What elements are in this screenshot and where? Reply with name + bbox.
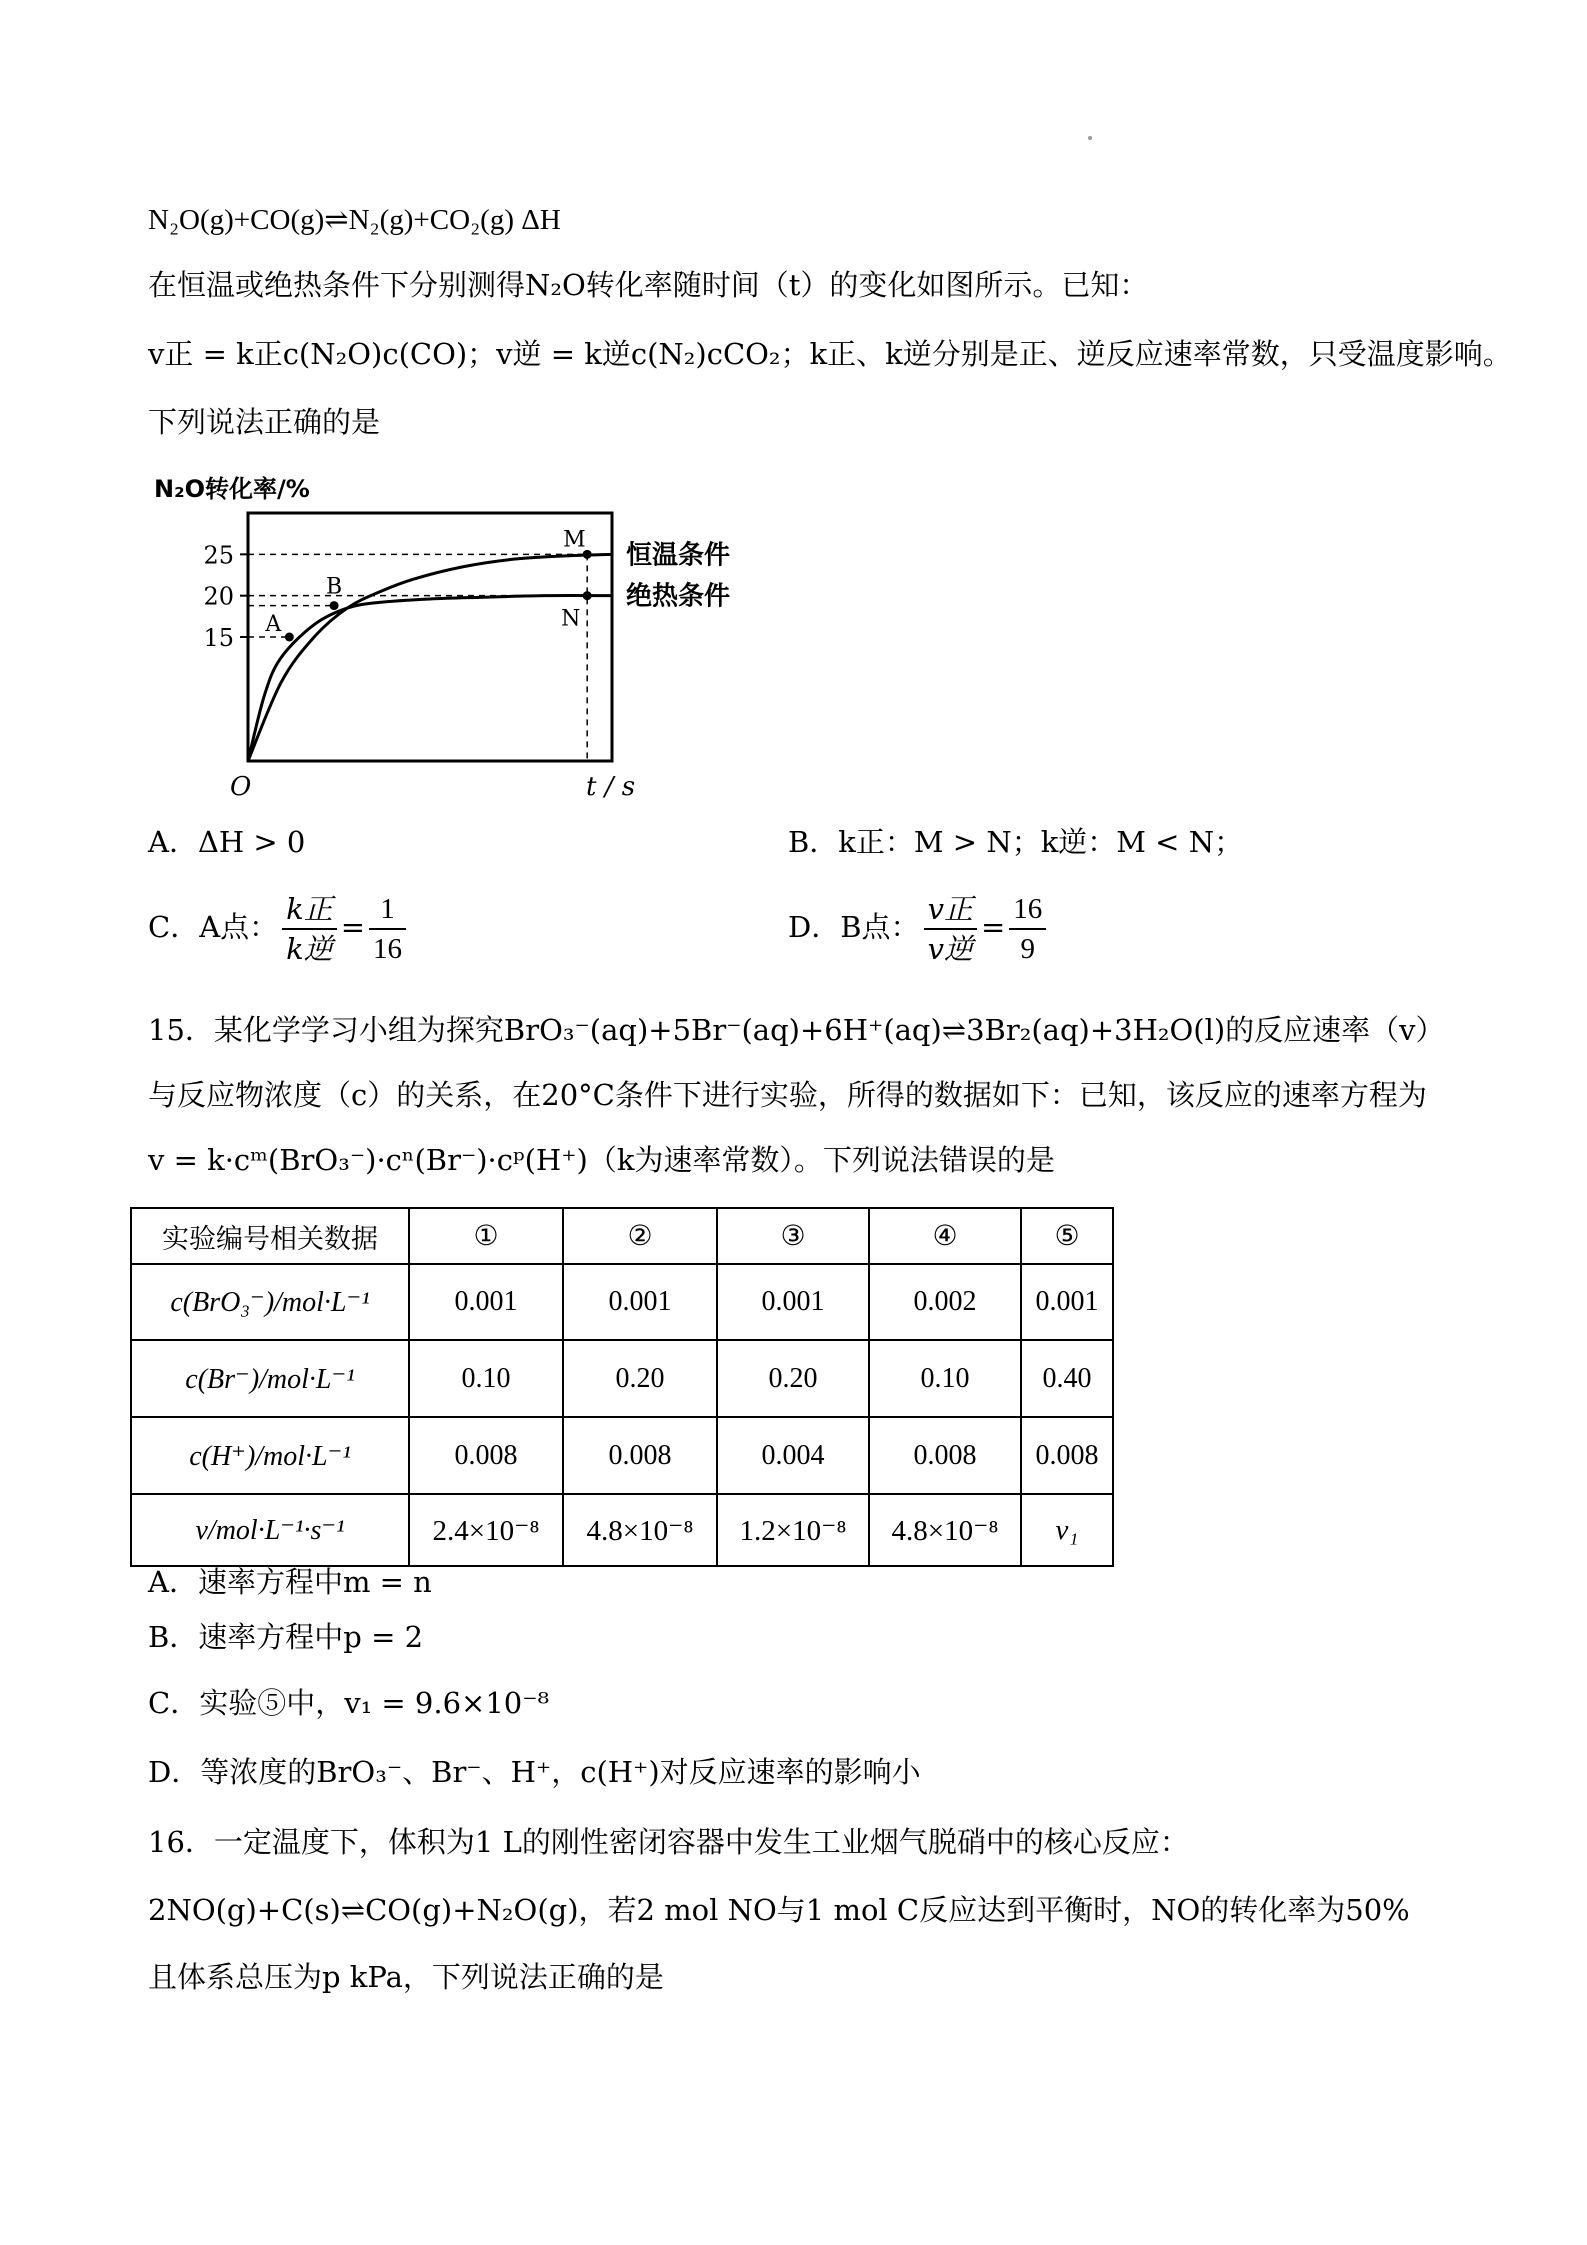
question-16-line3: 且体系总压为p kPa，下列说法正确的是 [148, 1960, 664, 1994]
table-header-cell: ② [563, 1208, 717, 1264]
q14-c-frac-num: k正 [282, 890, 337, 930]
q14-option-d-prefix: D．B点： [788, 910, 920, 944]
data-point [583, 591, 592, 600]
table-header-cell: ④ [869, 1208, 1021, 1264]
q15-option-c: C．实验⑤中，v₁ = 9.6×10⁻⁸ [148, 1686, 550, 1720]
table-header-cell: ① [409, 1208, 563, 1264]
series-label: 恒温条件 [626, 540, 731, 571]
q15-option-a: A．速率方程中m = n [148, 1565, 432, 1599]
table-row-label: v/mol·L⁻¹·s⁻¹ [131, 1494, 409, 1566]
table-row [131, 1264, 1113, 1340]
chart-frame [248, 513, 612, 761]
table-header-row [131, 1208, 1113, 1264]
q14-option-d [788, 890, 1050, 968]
question-15-line2: 与反应物浓度（c）的关系，在20°C条件下进行实验，所得的数据如下：已知，该反应的速率方程为 [148, 1078, 1427, 1112]
question-16-line2: 2NO(g)+C(s)⇌CO(g)+N₂O(g)，若2 mol NO与1 mol C反应达到平衡时，NO的转化率为50% [148, 1893, 1410, 1927]
rate-law-definition: v正 = k正c(N₂O)c(CO)；v逆 = k逆c(N₂)cCO₂；k正、k逆分别是正、逆反应速率常数，只受温度影响。 [148, 337, 1512, 371]
q14-d-frac-num: v正 [924, 890, 977, 930]
q14-d-eq: = [980, 910, 1006, 944]
point-label: N [561, 606, 581, 632]
point-label: A [265, 612, 282, 637]
q14-d-result-den: 9 [1020, 933, 1036, 965]
question-15-line3: v = k·cᵐ(BrO₃⁻)·cⁿ(Br⁻)·cᵖ(H⁺)（k为速率常数）。下列说法错误的是 [148, 1143, 1055, 1177]
table-row [131, 1494, 1113, 1566]
q14-c-eq: = [340, 910, 366, 944]
table-cell: 0.001 [563, 1264, 717, 1340]
table-header-cell: ③ [717, 1208, 869, 1264]
q15-option-b: B．速率方程中p = 2 [148, 1620, 424, 1654]
data-point [330, 601, 339, 610]
q14-option-c-prefix: C．A点： [148, 910, 279, 944]
table-row-label: c(H⁺)/mol·L⁻¹ [131, 1417, 409, 1494]
table-cell: 4.8×10⁻⁸ [869, 1494, 1021, 1566]
series-label: 绝热条件 [626, 581, 731, 612]
chart-origin-label: O [230, 772, 252, 802]
series-line-adiabatic [248, 596, 612, 761]
y-tick-label: 15 [203, 624, 234, 652]
table-cell: 0.008 [1021, 1417, 1113, 1494]
point-label: M [563, 527, 586, 553]
table-row-label: c(BrO₃⁻)/mol·L⁻¹ [131, 1264, 409, 1340]
table-cell: 0.004 [717, 1417, 869, 1494]
table-cell: 0.001 [409, 1264, 563, 1340]
table-header-cell: ⑤ [1021, 1208, 1113, 1264]
q14-option-b: B．k正：M > N；k逆：M < N； [788, 825, 1244, 859]
experiment-data-table [130, 1207, 1114, 1567]
table-cell: v₁ [1021, 1494, 1113, 1566]
series-line-constant-temp [248, 554, 612, 761]
chart-ylabel: N₂O转化率/% [154, 475, 310, 503]
question-15-line1: 15．某化学学习小组为探究BrO₃⁻(aq)+5Br⁻(aq)+6H⁺(aq)⇌3Br₂(aq)+3H₂O(l)的反应速率（v） [148, 1013, 1445, 1047]
table-cell: 0.20 [717, 1340, 869, 1417]
table-cell: 0.002 [869, 1264, 1021, 1340]
table-row [131, 1417, 1113, 1494]
table-row-label: c(Br⁻)/mol·L⁻¹ [131, 1340, 409, 1417]
table-cell: 2.4×10⁻⁸ [409, 1494, 563, 1566]
q14-c-result-den: 16 [373, 933, 403, 965]
table-cell: 0.40 [1021, 1340, 1113, 1417]
q14-c-result-num: 1 [369, 890, 406, 930]
y-tick-label: 25 [203, 541, 234, 570]
table-cell: 0.10 [869, 1340, 1021, 1417]
table-row [131, 1340, 1113, 1417]
scan-speck [1088, 136, 1092, 140]
chart-xlabel: t / s [586, 772, 636, 802]
question-16-line1: 16．一定温度下，体积为1 L的刚性密闭容器中发生工业烟气脱硝中的核心反应： [148, 1825, 1189, 1859]
conversion-chart [140, 465, 780, 805]
question-14-intro: 在恒温或绝热条件下分别测得N₂O转化率随时间（t）的变化如图所示。已知： [148, 268, 1149, 302]
q14-option-a: A．ΔH > 0 [148, 825, 306, 859]
y-tick-label: 20 [203, 582, 234, 611]
point-label: B [326, 574, 343, 600]
table-cell: 4.8×10⁻⁸ [563, 1494, 717, 1566]
table-cell: 0.008 [409, 1417, 563, 1494]
table-header-cell: 实验编号相关数据 [131, 1208, 409, 1264]
q14-d-frac-den: v逆 [927, 932, 973, 966]
table-cell: 0.10 [409, 1340, 563, 1417]
reaction-equation: N₂O(g)+CO(g)⇌N₂(g)+CO₂(g) ΔH [148, 204, 561, 236]
q14-option-c [148, 890, 410, 968]
table-cell: 0.001 [1021, 1264, 1113, 1340]
q14-c-frac-den: k逆 [286, 932, 333, 966]
table-cell: 0.001 [717, 1264, 869, 1340]
question-14-prompt: 下列说法正确的是 [148, 405, 381, 439]
q15-option-d: D．等浓度的BrO₃⁻、Br⁻、H⁺，c(H⁺)对反应速率的影响小 [148, 1755, 921, 1789]
data-point [285, 633, 294, 642]
table-cell: 1.2×10⁻⁸ [717, 1494, 869, 1566]
q14-d-result-num: 16 [1009, 890, 1046, 930]
table-cell: 0.008 [869, 1417, 1021, 1494]
table-cell: 0.008 [563, 1417, 717, 1494]
table-cell: 0.20 [563, 1340, 717, 1417]
